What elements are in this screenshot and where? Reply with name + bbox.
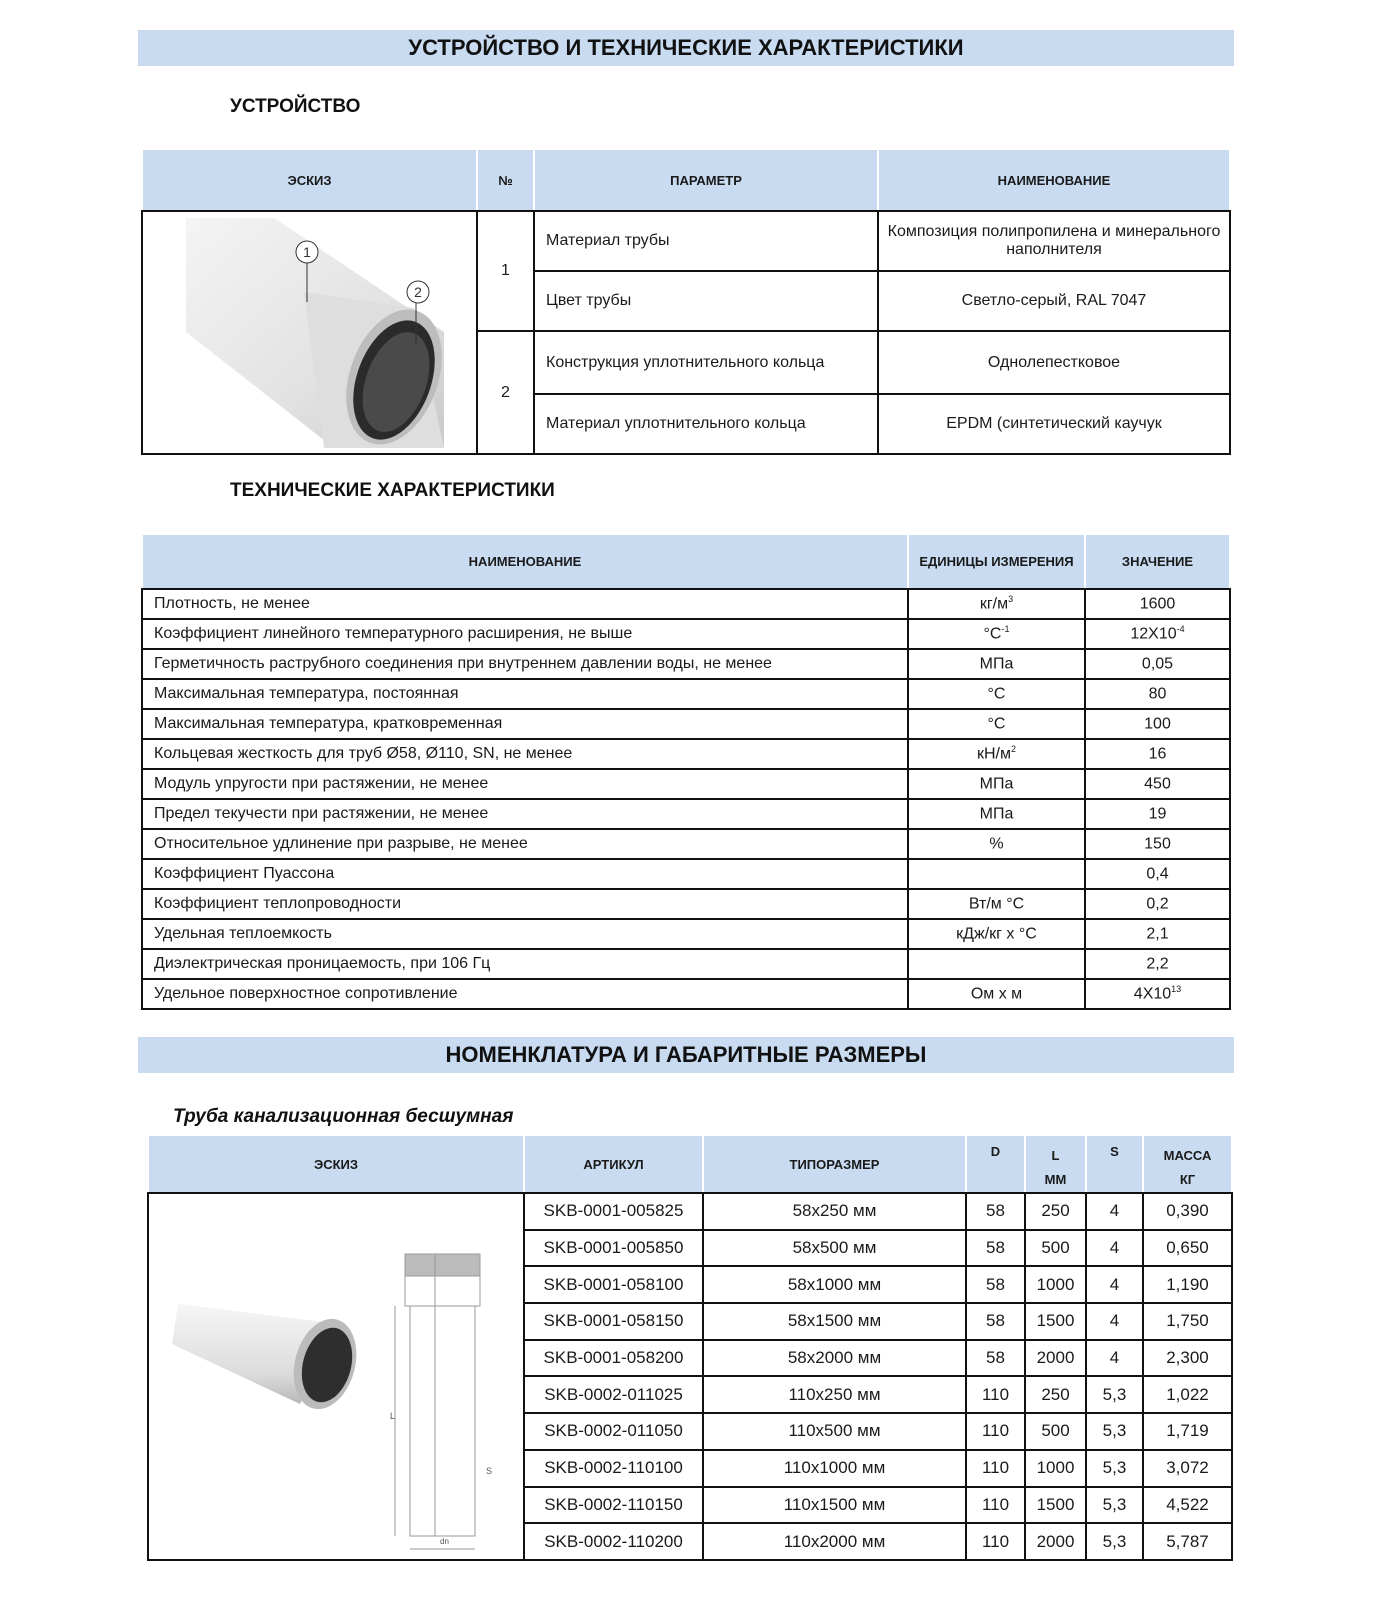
header-parameter: ПАРАМЕТР (534, 149, 878, 211)
table-row (142, 949, 1230, 979)
tech-specs-table (141, 533, 1231, 1010)
table-row (142, 769, 1230, 799)
spec-unit (908, 769, 1085, 799)
cell-d: 110 (966, 1413, 1025, 1450)
spec-name: Удельная теплоемкость (142, 919, 908, 949)
table-row (142, 211, 1230, 271)
cell-d: 110 (966, 1487, 1025, 1524)
spec-value (1085, 679, 1230, 709)
value-text: 100 (1144, 715, 1171, 733)
pipe-illustration (144, 212, 475, 448)
value-text: 1600 (1139, 595, 1176, 613)
value-cell: Однолепестковое (878, 331, 1230, 394)
table-row (142, 589, 1230, 619)
spec-name: Коэффициент Пуассона (142, 859, 908, 889)
spec-value (1085, 589, 1230, 619)
pipe-sketch (148, 1193, 524, 1560)
cell-l: 1500 (1025, 1303, 1086, 1340)
pipe-sketch (142, 211, 477, 454)
cell-mass: 1,719 (1143, 1413, 1232, 1450)
cell-s: 5,3 (1086, 1450, 1143, 1487)
cell-mass: 1,022 (1143, 1376, 1232, 1413)
cell-mass: 4,522 (1143, 1487, 1232, 1524)
header-d-label: D (990, 1144, 1001, 1159)
cell-size: 110x250 мм (703, 1376, 966, 1413)
wall-label: S (486, 1466, 493, 1476)
unit-text: °C (983, 625, 1002, 643)
cell-size: 58x1000 мм (703, 1266, 966, 1303)
cell-d: 58 (966, 1266, 1025, 1303)
table-row (142, 979, 1230, 1009)
cell-article: SKB-0002-110200 (524, 1523, 703, 1560)
spec-unit (908, 589, 1085, 619)
spec-name: Коэффициент теплопроводности (142, 889, 908, 919)
spec-unit (908, 739, 1085, 769)
value-superscript: 13 (1171, 984, 1182, 995)
section-title: УСТРОЙСТВО И ТЕХНИЧЕСКИЕ ХАРАКТЕРИСТИКИ (408, 35, 964, 60)
spec-value (1085, 949, 1230, 979)
unit-text: МПа (979, 655, 1014, 673)
spec-name: Предел текучести при растяжении, не менее (142, 799, 908, 829)
spec-name: Диэлектрическая проницаемость, при 106 Гц (142, 949, 908, 979)
cell-size: 58x1500 мм (703, 1303, 966, 1340)
spec-name: Коэффициент линейного температурного расширения, не выше (142, 619, 908, 649)
unit-text: МПа (979, 775, 1014, 793)
section-banner-nomenclature (138, 1037, 1234, 1073)
spec-name: Плотность, не менее (142, 589, 908, 619)
unit-text: °C (987, 685, 1006, 703)
cell-l: 1000 (1025, 1266, 1086, 1303)
value-cell: Композиция полипропилена и минерального наполнителя (878, 211, 1230, 271)
cell-l: 250 (1025, 1376, 1086, 1413)
value-text: 2,1 (1146, 925, 1169, 943)
header-mass-label: МАССА (1163, 1148, 1212, 1163)
header-sketch: ЭСКИЗ (148, 1135, 524, 1193)
cell-l: 500 (1025, 1230, 1086, 1267)
unit-superscript: 3 (1008, 594, 1014, 605)
param-cell: Цвет трубы (534, 271, 878, 331)
section-title: НОМЕНКЛАТУРА И ГАБАРИТНЫЕ РАЗМЕРЫ (445, 1042, 927, 1067)
spec-value (1085, 769, 1230, 799)
cell-s: 4 (1086, 1230, 1143, 1267)
cell-size: 110x2000 мм (703, 1523, 966, 1560)
header-value: ЗНАЧЕНИЕ (1085, 534, 1230, 589)
cell-s: 4 (1086, 1193, 1143, 1230)
header-mass (1143, 1135, 1232, 1193)
unit-text: кг/м (979, 595, 1009, 613)
spec-value (1085, 739, 1230, 769)
value-text: 80 (1148, 685, 1167, 703)
table-row (142, 799, 1230, 829)
cell-size: 110x1500 мм (703, 1487, 966, 1524)
unit-superscript: -1 (1001, 624, 1010, 635)
cell-size: 110x500 мм (703, 1413, 966, 1450)
spec-unit (908, 889, 1085, 919)
value-text: 16 (1148, 745, 1167, 763)
unit-text: Вт/м °C (968, 895, 1025, 913)
section-banner-device (138, 30, 1234, 66)
spec-name: Максимальная температура, кратковременная (142, 709, 908, 739)
callout-1: 1 (303, 244, 311, 260)
cell-d: 58 (966, 1193, 1025, 1230)
cell-size: 110x1000 мм (703, 1450, 966, 1487)
cell-l: 250 (1025, 1193, 1086, 1230)
header-sketch: ЭСКИЗ (142, 149, 477, 211)
cell-l: 2000 (1025, 1340, 1086, 1377)
cell-d: 110 (966, 1376, 1025, 1413)
spec-unit (908, 949, 1085, 979)
table-row (142, 679, 1230, 709)
value-text: 150 (1144, 835, 1171, 853)
spec-value (1085, 709, 1230, 739)
value-superscript: -4 (1176, 624, 1185, 635)
param-cell: Материал уплотнительного кольца (534, 394, 878, 454)
spec-unit (908, 919, 1085, 949)
spec-value (1085, 889, 1230, 919)
unit-superscript: 2 (1010, 744, 1016, 755)
spec-value (1085, 829, 1230, 859)
spec-unit (908, 649, 1085, 679)
callout-2: 2 (414, 284, 422, 300)
cell-s: 4 (1086, 1303, 1143, 1340)
spec-name: Герметичность раструбного соединения при внутреннем давлении воды, не менее (142, 649, 908, 679)
cell-l: 1000 (1025, 1450, 1086, 1487)
cell-article: SKB-0002-110150 (524, 1487, 703, 1524)
cell-article: SKB-0001-005850 (524, 1230, 703, 1267)
value-text: 450 (1144, 775, 1171, 793)
value-text: 0,4 (1146, 865, 1169, 883)
table-row (142, 619, 1230, 649)
cell-article: SKB-0001-058200 (524, 1340, 703, 1377)
diameter-label: dn (440, 1537, 449, 1546)
value-text: 4X10 (1133, 985, 1172, 1003)
unit-text: Ом х м (970, 985, 1023, 1003)
spec-value (1085, 649, 1230, 679)
cell-s: 4 (1086, 1266, 1143, 1303)
device-table (141, 148, 1231, 455)
group-number: 1 (477, 211, 534, 331)
value-text: 0,2 (1146, 895, 1169, 913)
spec-value (1085, 979, 1230, 1009)
cell-article: SKB-0001-058100 (524, 1266, 703, 1303)
cell-d: 110 (966, 1450, 1025, 1487)
value-text: 19 (1148, 805, 1167, 823)
unit-text: кН/м (976, 745, 1011, 763)
spec-value (1085, 919, 1230, 949)
spec-unit (908, 859, 1085, 889)
group-number: 2 (477, 331, 534, 454)
table-row (142, 739, 1230, 769)
cell-article: SKB-0002-011025 (524, 1376, 703, 1413)
table-row (142, 889, 1230, 919)
cell-size: 58x250 мм (703, 1193, 966, 1230)
cell-size: 58x500 мм (703, 1230, 966, 1267)
spec-unit (908, 709, 1085, 739)
header-name: НАИМЕНОВАНИЕ (878, 149, 1230, 211)
cell-s: 4 (1086, 1340, 1143, 1377)
spec-unit (908, 829, 1085, 859)
spec-value (1085, 619, 1230, 649)
value-text: 2,2 (1146, 955, 1169, 973)
cell-mass: 1,750 (1143, 1303, 1232, 1340)
header-size: ТИПОРАЗМЕР (703, 1135, 966, 1193)
cell-article: SKB-0001-005825 (524, 1193, 703, 1230)
cell-s: 5,3 (1086, 1376, 1143, 1413)
spec-unit (908, 979, 1085, 1009)
header-article: АРТИКУЛ (524, 1135, 703, 1193)
value-text: 0,05 (1141, 655, 1174, 673)
spec-name: Модуль упругости при растяжении, не менее (142, 769, 908, 799)
unit-text: МПа (979, 805, 1014, 823)
value-text: 12X10 (1130, 625, 1177, 643)
unit-text: °C (987, 715, 1006, 733)
cell-size: 58x2000 мм (703, 1340, 966, 1377)
header-unit: ЕДИНИЦЫ ИЗМЕРЕНИЯ (908, 534, 1085, 589)
nomenclature-table (147, 1134, 1233, 1561)
param-cell: Конструкция уплотнительного кольца (534, 331, 878, 394)
cell-l: 2000 (1025, 1523, 1086, 1560)
cell-d: 58 (966, 1340, 1025, 1377)
table-row (142, 709, 1230, 739)
header-l-label: L (1051, 1148, 1060, 1163)
cell-l: 1500 (1025, 1487, 1086, 1524)
header-d (966, 1135, 1025, 1193)
header-s (1086, 1135, 1143, 1193)
cell-d: 110 (966, 1523, 1025, 1560)
spec-value (1085, 859, 1230, 889)
nomenclature-subtitle: Труба канализационная бесшумная (173, 1106, 514, 1127)
spec-unit (908, 799, 1085, 829)
table-row (142, 859, 1230, 889)
spec-name: Удельное поверхностное сопротивление (142, 979, 908, 1009)
cell-l: 500 (1025, 1413, 1086, 1450)
cell-d: 58 (966, 1303, 1025, 1340)
table-row (148, 1193, 1232, 1230)
unit-text: % (989, 835, 1004, 853)
header-mm-unit: ММ (1044, 1172, 1067, 1187)
table-row (142, 829, 1230, 859)
table-row (142, 919, 1230, 949)
value-cell: Светло-серый, RAL 7047 (878, 271, 1230, 331)
cell-article: SKB-0002-011050 (524, 1413, 703, 1450)
cell-s: 5,3 (1086, 1487, 1143, 1524)
table-row (142, 649, 1230, 679)
cell-article: SKB-0001-058150 (524, 1303, 703, 1340)
tech-heading: ТЕХНИЧЕСКИЕ ХАРАКТЕРИСТИКИ (230, 480, 555, 501)
spec-name: Относительное удлинение при разрыве, не менее (142, 829, 908, 859)
param-cell: Материал трубы (534, 211, 878, 271)
cell-mass: 2,300 (1143, 1340, 1232, 1377)
cell-article: SKB-0002-110100 (524, 1450, 703, 1487)
header-kg-unit: КГ (1179, 1172, 1196, 1187)
header-s-label: S (1110, 1144, 1119, 1159)
header-number: № (477, 149, 534, 211)
spec-unit (908, 619, 1085, 649)
spec-unit (908, 679, 1085, 709)
pipe-drawing (150, 1194, 522, 1554)
cell-mass: 0,650 (1143, 1230, 1232, 1267)
cell-d: 58 (966, 1230, 1025, 1267)
value-cell: EPDM (синтетический каучук (878, 394, 1230, 454)
header-l (1025, 1135, 1086, 1193)
cell-mass: 5,787 (1143, 1523, 1232, 1560)
cell-s: 5,3 (1086, 1523, 1143, 1560)
spec-name: Максимальная температура, постоянная (142, 679, 908, 709)
cell-s: 5,3 (1086, 1413, 1143, 1450)
spec-value (1085, 799, 1230, 829)
cell-mass: 1,190 (1143, 1266, 1232, 1303)
length-label: L (390, 1411, 396, 1421)
spec-name: Кольцевая жесткость для труб Ø58, Ø110, SN, не менее (142, 739, 908, 769)
cell-mass: 0,390 (1143, 1193, 1232, 1230)
cell-mass: 3,072 (1143, 1450, 1232, 1487)
device-heading: УСТРОЙСТВО (230, 96, 361, 117)
unit-text: кДж/кг х °C (956, 925, 1037, 943)
header-name: НАИМЕНОВАНИЕ (142, 534, 908, 589)
